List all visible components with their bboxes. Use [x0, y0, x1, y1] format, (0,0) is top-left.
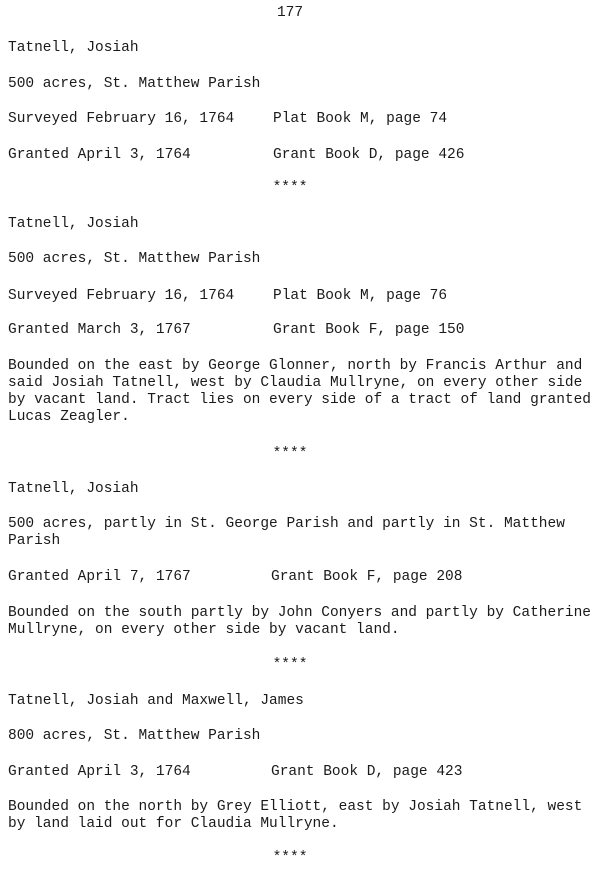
entry-2-surveyed: Surveyed February 16, 1764 [8, 288, 235, 304]
entry-4-bounds: Bounded on the north by Grey Elliott, east by Josiah Tatnell, west by land laid out for Claudia Mullryne. [8, 799, 583, 832]
separator-2: **** [272, 446, 308, 462]
entry-1-grant-book: Grant Book D, page 426 [273, 147, 465, 163]
page-number: 177 [276, 5, 304, 21]
separator-3: **** [272, 657, 308, 673]
entry-3-granted: Granted April 7, 1767 [8, 569, 191, 585]
entry-3-grant-book: Grant Book F, page 208 [271, 569, 463, 585]
entry-1-acreage: 500 acres, St. Matthew Parish [8, 76, 261, 92]
entry-4-acreage: 800 acres, St. Matthew Parish [8, 728, 261, 744]
entry-3-bounds: Bounded on the south partly by John Conyers and partly by Catherine Mullryne, on every other side by vacant land. [8, 605, 591, 638]
entry-4-name: Tatnell, Josiah and Maxwell, James [8, 693, 304, 709]
entry-1-name: Tatnell, Josiah [8, 40, 139, 56]
entry-2-plat: Plat Book M, page 76 [273, 288, 448, 304]
entry-1-granted: Granted April 3, 1764 [8, 147, 191, 163]
entry-2-bounds: Bounded on the east by George Glonner, north by Francis Arthur and said Josiah Tatnell, west by Claudia Mullryne, on every other side by vacant land. Tract lies on every side of a tract of land granted Lucas Zeagler. [8, 358, 591, 425]
entry-3-name: Tatnell, Josiah [8, 481, 139, 497]
entry-1-surveyed: Surveyed February 16, 1764 [8, 111, 235, 127]
entry-4-granted: Granted April 3, 1764 [8, 764, 191, 780]
separator-4: **** [272, 850, 308, 866]
entry-2-acreage: 500 acres, St. Matthew Parish [8, 251, 261, 267]
entry-1-plat: Plat Book M, page 74 [273, 111, 448, 127]
separator-1: **** [272, 180, 308, 196]
entry-2-granted: Granted March 3, 1767 [8, 322, 191, 338]
entry-2-name: Tatnell, Josiah [8, 216, 139, 232]
entry-4-grant-book: Grant Book D, page 423 [271, 764, 463, 780]
entry-3-acreage: 500 acres, partly in St. George Parish and partly in St. Matthew Parish [8, 516, 565, 549]
entry-2-grant-book: Grant Book F, page 150 [273, 322, 465, 338]
